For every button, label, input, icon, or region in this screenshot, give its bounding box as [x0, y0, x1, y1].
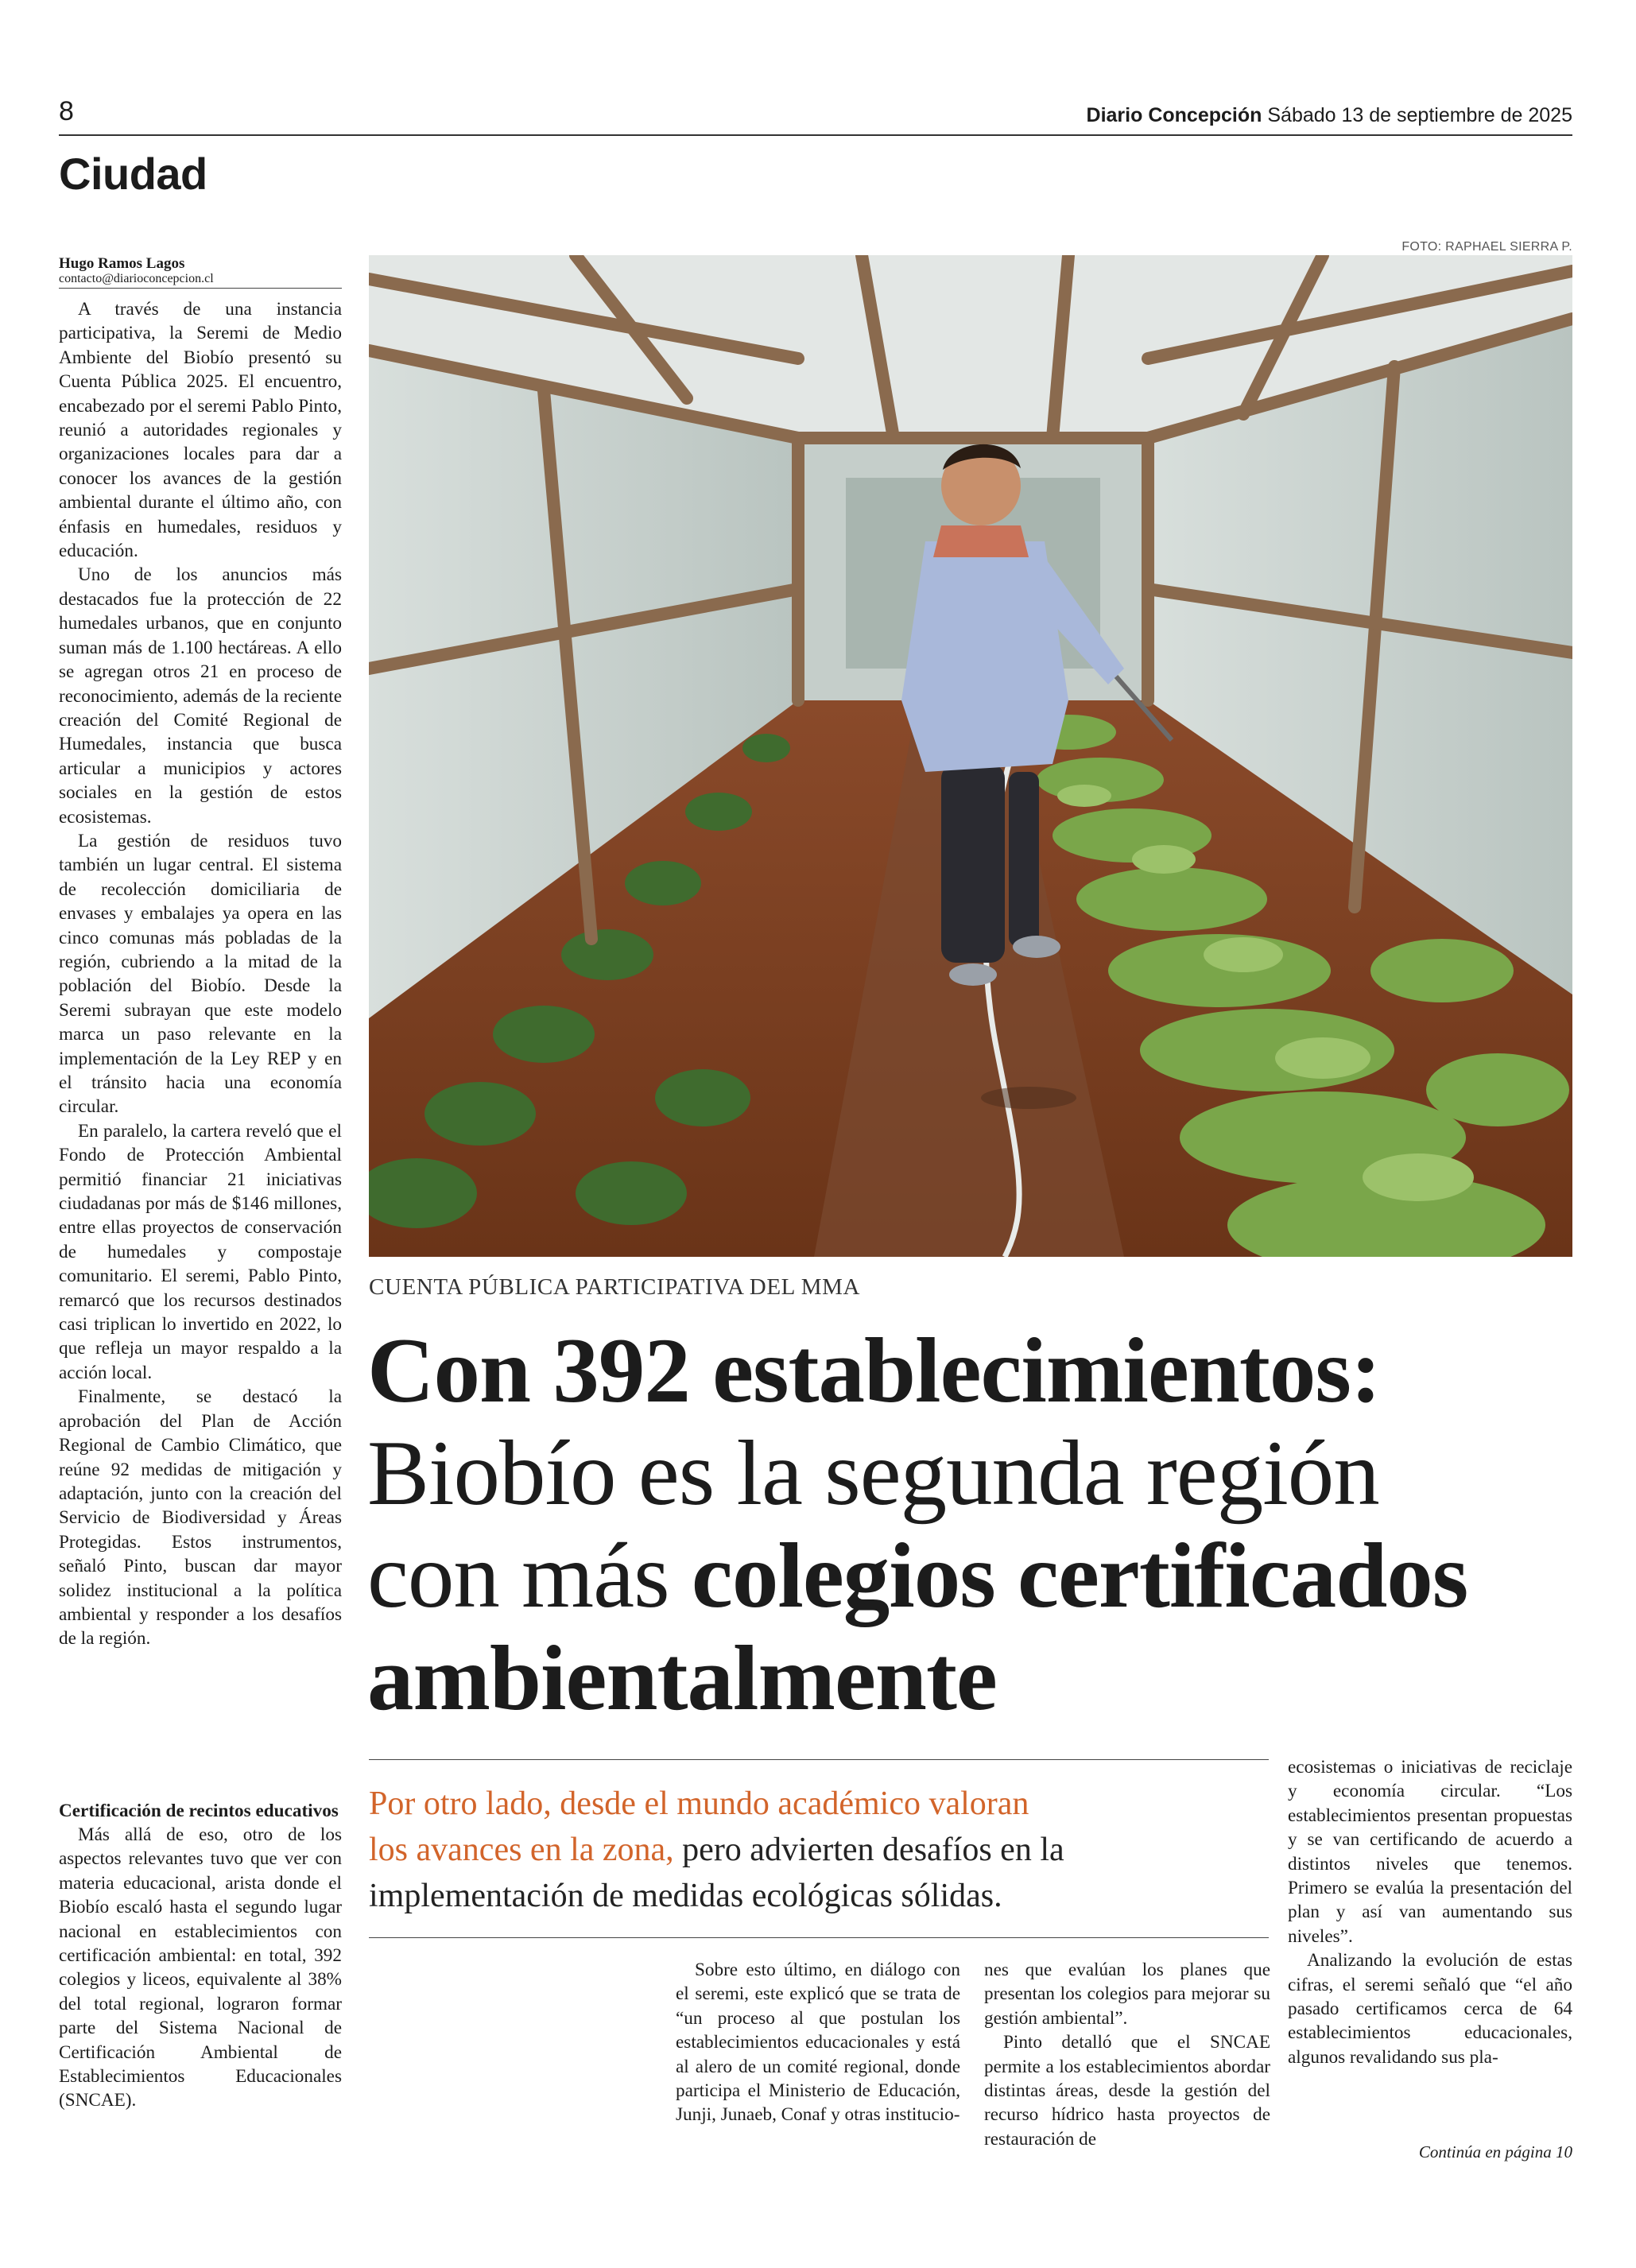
body-paragraph: Sobre esto último, en diálogo con el seremi, este explicó que se trata de “un proceso al que postulan los establecimientos educacionales y está al alero de un comité regional, donde participa el Ministerio de Educación, Junji, Junaeb, Conaf y otras institucio- — [676, 1960, 960, 2126]
body-paragraph: Pinto detalló que el SNCAE permite a los establecimientos abordar distintas áreas, desde la gestión del recurso hídrico hasta proyectos de restauración de — [984, 2032, 1270, 2150]
headline-line-4: ambientalmente — [367, 1627, 997, 1730]
body-paragraph: En paralelo, la cartera reveló que el Fondo de Protección Ambiental permitió financiar 21 iniciativas ciudadanas por más de $146 millones, entre ellas proyectos de conservación de humedales y compostaje comunitario. El seremi, Pablo Pinto, remarcó que los recursos destinados casi triplican lo invertido en 2022, lo que refleja un mayor respaldo a la acción local. — [59, 1120, 342, 1383]
headline-fragment: con más — [367, 1525, 692, 1627]
kicker: CUENTA PÚBLICA PARTICIPATIVA DEL MMA — [369, 1274, 861, 1300]
body-column-b — [984, 1958, 1270, 2151]
body-paragraph: ecosistemas o iniciativas de reciclaje y economía circular. “Los establecimientos presentan propuestas y se van certificando de acuerdo a distintos niveles que tenemos. Primero se evalúa la presentación del plan y así van aumentando sus niveles”. — [1288, 1757, 1572, 1947]
left-column-continued — [59, 1799, 342, 2113]
newspaper-name: Diario Concepción — [1086, 104, 1262, 126]
headline-line-2: Biobío es la segunda región — [367, 1422, 1379, 1525]
greenhouse-photo — [369, 255, 1572, 1257]
body-paragraph: Finalmente, se destacó la aprobación del Plan de Acción Regional de Cambio Climático, que reúne 92 medidas de mitigación y adaptación, junto con la creación del Servicio de Biodiversidad y Áreas Protegidas. Estos instrumentos, señaló Pinto, buscan dar mayor solidez institucional a la política ambiental y responder a los desafíos de la región. — [59, 1386, 342, 1650]
byline-rule — [59, 288, 342, 289]
body-column-c — [1288, 1755, 1572, 2069]
author-email: contacto@diarioconcepcion.cl — [59, 272, 214, 285]
issue-date: Sábado 13 de septiembre de 2025 — [1267, 104, 1572, 126]
deck-rule-bottom — [369, 1937, 1269, 1938]
continue-note: Continúa en página 10 — [1418, 2142, 1572, 2161]
deck-highlight: Por otro lado, desde el mundo académico valoran — [369, 1785, 1029, 1822]
body-paragraph: A través de una instancia participativa, la Seremi de Medio Ambiente del Biobío presentó su Cuenta Pública 2025. El encuentro, encabezado por el seremi Pablo Pinto, reunió a autoridades regionales y organizaciones locales para dar a conocer los avances de la gestión ambiental durante el último año, con énfasis en humedales, residuos y educación. — [59, 299, 342, 562]
body-column-a — [676, 1958, 960, 2127]
author-name: Hugo Ramos Lagos — [59, 255, 185, 272]
deck-text: pero advierten desafíos en la — [673, 1832, 1064, 1868]
page-number: 8 — [59, 96, 74, 126]
deck-rule-top — [369, 1759, 1269, 1760]
headline-line-3 — [367, 1525, 1584, 1627]
deck-text: implementación de medidas ecológicas sólidas. — [369, 1878, 1002, 1914]
headline — [367, 1320, 1584, 1730]
greenhouse-illustration — [369, 255, 1572, 1257]
body-paragraph: nes que evalúan los planes que presentan los colegios para mejorar su gestión ambiental”. — [984, 1960, 1270, 2029]
deck — [369, 1781, 1269, 1919]
header-rule — [59, 134, 1572, 136]
body-paragraph: Uno de los anuncios más destacados fue la protección de 22 humedales urbanos, que en conjunto suman más de 1.100 hectáreas. A ello se agregan otros 21 en proceso de reconocimiento, además de la reciente creación del Comité Regional de Humedales, instancia que busca articular a municipios y actores sociales en la gestión de estos ecosistemas. — [59, 564, 342, 828]
body-paragraph: Más allá de eso, otro de los aspectos relevantes tuvo que ver con materia educacional, arista donde el Biobío escaló hasta el segundo lugar nacional en establecimientos con certificación ambiental: en total, 392 colegios y liceos, equivalente al 38% del total regional, lograron formar parte del Sistema Nacional de Certificación Ambiental de Establecimientos Educacionales (SNCAE). — [59, 1824, 342, 2111]
left-column — [59, 297, 342, 1651]
section-title: Ciudad — [59, 149, 207, 199]
deck-highlight: los avances en la zona, — [369, 1832, 674, 1868]
body-paragraph: Analizando la evolución de estas cifras, el seremi señaló que “el año pasado certificamos cerca de 64 establecimientos educacionales, algunos revalidando sus pla- — [1288, 1950, 1572, 2068]
body-paragraph: La gestión de residuos tuvo también un lugar central. El sistema de recolección domiciliaria de envases y embalajes ya opera en las cinco comunas más pobladas de la región, cubriendo a la mitad de la población del Biobío. Desde la Seremi subrayan que este modelo marca un paso relevante en la implementación de la Ley REP y en el tránsito hacia una economía circular. — [59, 830, 342, 1118]
masthead — [1087, 103, 1572, 127]
headline-line-1: Con 392 establecimientos: — [367, 1320, 1381, 1422]
headline-bold-fragment: colegios certificados — [691, 1525, 1468, 1627]
photo-credit: FOTO: RAPHAEL SIERRA P. — [1401, 240, 1572, 254]
subhead: Certificación de recintos educativos — [59, 1801, 339, 1821]
